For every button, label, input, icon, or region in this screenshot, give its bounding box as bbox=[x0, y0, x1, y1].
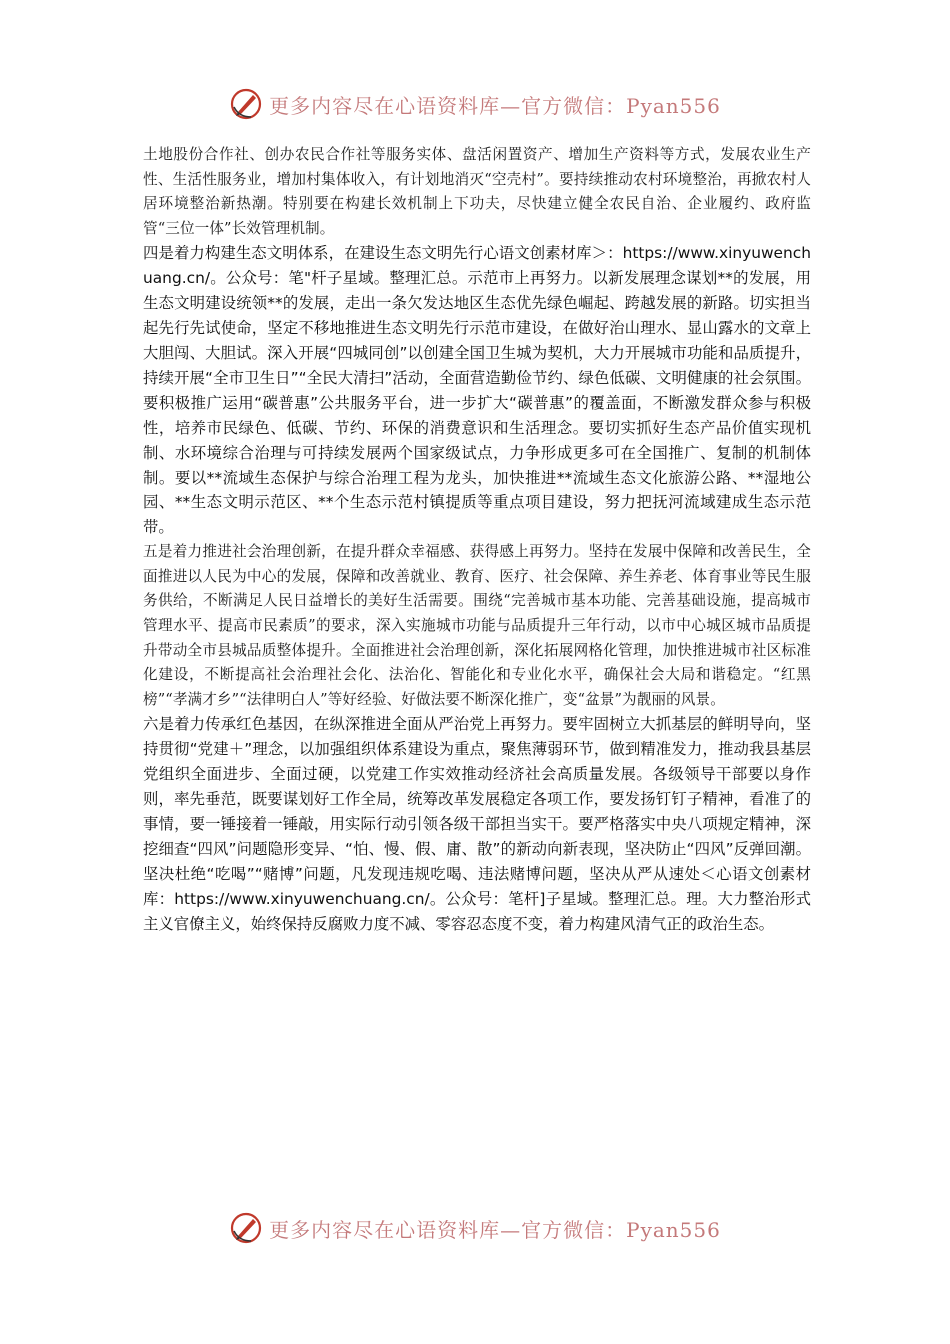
paragraph-1: 土地股份合作社、创办农民合作社等服务实体、盘活闲置资产、增加生产资料等方式，发展农业生产性、生活性服务业，增加村集体收入，有计划地消灭“空壳村”。要持续推动农村环境整治，再掀农村人居环境整治新热潮。特别要在构建长效机制上下功夫，尽快建立健全农民自治、企业履约、政府监管“三位一体”长效管理机制。 bbox=[143, 146, 811, 237]
paragraph-4: 六是着力传承红色基因，在纵深推进全面从严治党上再努力。要牢固树立大抓基层的鲜明导向，坚持贯彻“党建＋”理念，以加强组织体系建设为重点，聚焦薄弱环节，做到精准发力，推动我县基层党组织全面进步、全面过硬，以党建工作实效推动经济社会高质量发展。各级领导干部要以身作则，率先垂范，既要谋划好工作全局，统筹改革发展稳定各项工作，要发扬钉钉子精神，看准了的事情，要一锤接着一锤敲，用实际行动引领各级干部担当实干。要严格落实中央八项规定精神，深挖细查“四风”问题隐形变异、“怕、慢、假、庸、散”的新动向新表现，坚决防止“四风”反弹回潮。坚决杜绝“吃喝”“赌博”问题，凡发现违规吃喝、违法赌博问题，坚决从严从速处＜心语文创素材库：https://www.xinyuwenchuang.cn/。公众号：笔杆]子星域。整理汇总。理。大力整治形式主义官僚主义，始终保持反腐败力度不减、零容忍态度不变，着力构建风清气正的政治生态。 bbox=[143, 715, 811, 933]
paragraph-2: 四是着力构建生态文明体系，在建设生态文明先行心语文创素材库＞：https://www.xinyuwenchuang.cn/。公众号：笔"杆子星域。整理汇总。示范市上再努力。以新发展理念谋划**的发展，用生态文明建设统领**的发展，走出一条欠发达地区生态优先绿色崛起、跨越发展的新路。切实担当起先行先试使命，坚定不移地推进生态文明先行示范市建设，在做好治山理水、显山露水的文章上大胆闯、大胆试。深入开展“四城同创”以创建全国卫生城为契机，大力开展城市功能和品质提升，持续开展“全市卫生日”“全民大清扫”活动，全面营造勤俭节约、绿色低碳、文明健康的社会氛围。要积极推广运用“碳普惠”公共服务平台，进一步扩大“碳普惠”的覆盖面，不断激发群众参与积极性，培养市民绿色、低碳、节约、环保的消费意识和生活理念。要切实抓好生态产品价值实现机制、水环境综合治理与可持续发展两个国家级试点，力争形成更多可在全国推广、复制的机制体制。要以**流域生态保护与综合治理工程为龙头，加快推进**流域生态文化旅游公路、**湿地公园、**生态文明示范区、**个生态示范村镇提质等重点项目建设，努力把抚河流域建成生态示范带。 bbox=[143, 244, 811, 537]
footer-banner bbox=[0, 1206, 950, 1250]
header-banner bbox=[0, 82, 950, 126]
pen-logo-icon bbox=[229, 1211, 263, 1245]
paragraph-3: 五是着力推进社会治理创新，在提升群众幸福感、获得感上再努力。坚持在发展中保障和改善民生，全面推进以人民为中心的发展，保障和改善就业、教育、医疗、社会保障、养生养老、体育事业等民生服务供给，不断满足人民日益增长的美好生活需要。围绕“完善城市基本功能、完善基础设施，提高城市管理水平、提高市民素质”的要求，深入实施城市功能与品质提升三年行动，以市中心城区城市品质提升带动全市县城品质整体提升。全面推进社会治理创新，深化拓展网格化管理，加快推进城市社区标准化建设，不断提高社会治理社会化、法治化、智能化和专业化水平，确保社会大局和谐稳定。“红黑榜”“孝满才乡”“法律明白人”等好经验、好做法要不断深化推广，变“盆景”为靓丽的风景。 bbox=[143, 543, 811, 708]
header-text: 更多内容尽在心语资料库—官方微信：Pyan556 bbox=[269, 93, 721, 118]
footer-text: 更多内容尽在心语资料库—官方微信：Pyan556 bbox=[269, 1217, 721, 1242]
document-body bbox=[143, 143, 811, 937]
pen-logo-icon bbox=[229, 87, 263, 121]
